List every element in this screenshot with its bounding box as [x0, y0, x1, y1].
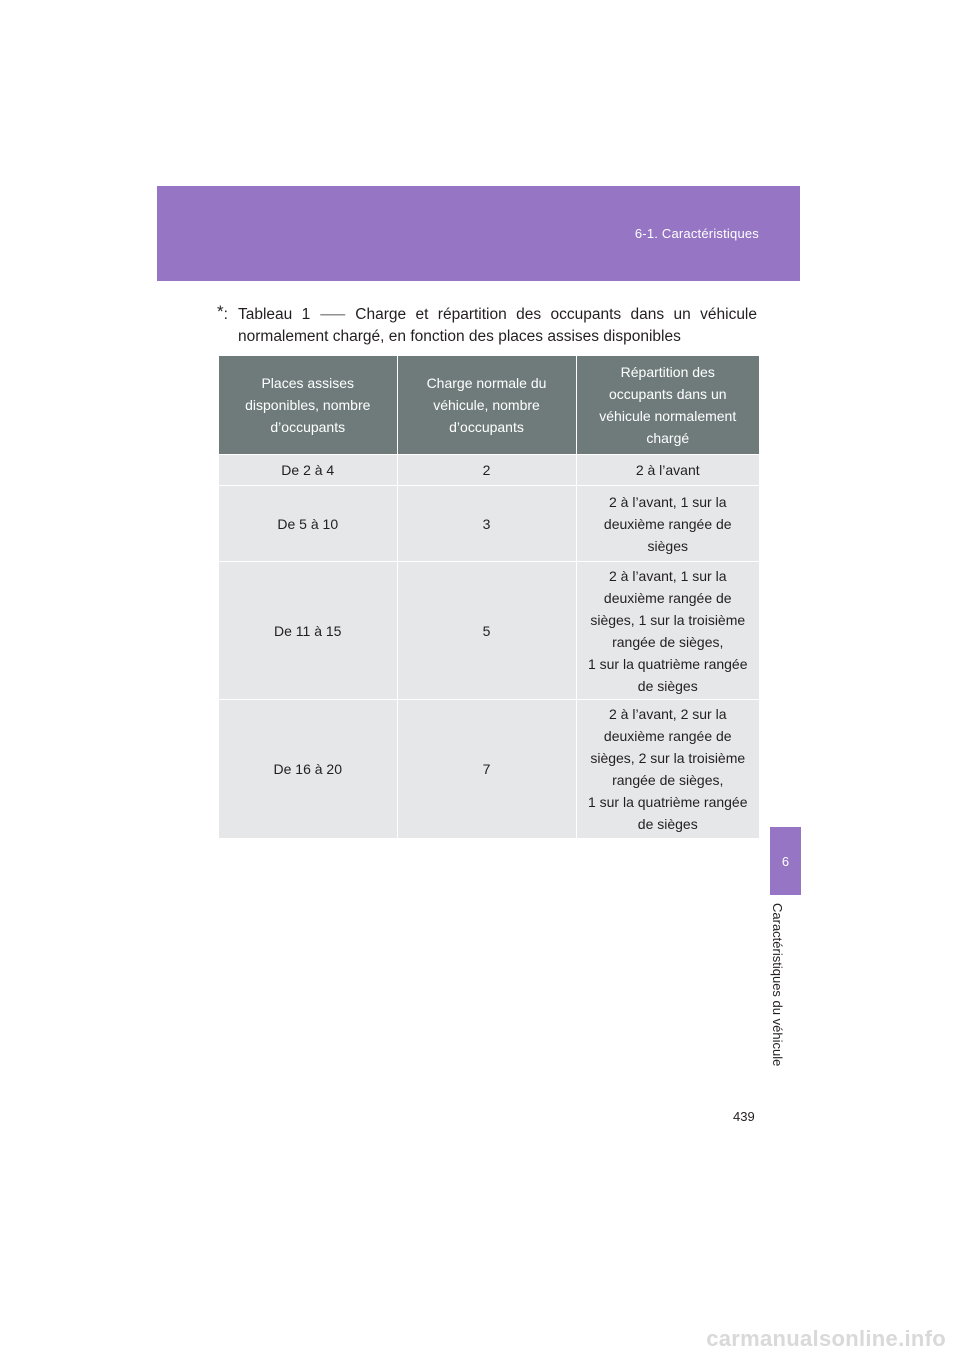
header-band: [157, 186, 800, 281]
section-title: 6-1. Caractéristiques: [634, 226, 759, 241]
header-cell: Charge normale du véhicule, nombre d’occupants: [397, 356, 576, 455]
table-cell: De 16 à 20: [219, 700, 397, 838]
chapter-number: 6: [781, 853, 790, 869]
chapter-title: Caractéristiques du véhicule: [770, 903, 785, 1067]
table-cell: 2: [397, 455, 576, 486]
table-cell: 2 à l’avant, 1 sur la deuxième rangée de sièges: [576, 486, 759, 562]
table-header-row: [219, 356, 759, 455]
table-cell: 3: [397, 486, 576, 562]
watermark-link[interactable]: carmanualsonline.info: [706, 1326, 946, 1351]
table-row: [219, 700, 759, 838]
table-row: [219, 486, 759, 562]
table-cell: De 11 à 15: [219, 562, 397, 700]
footnote-marker: *:: [217, 302, 228, 323]
footnote-text: Tableau 1 ⸺ Charge et répartition des occupants dans un véhicule normalement chargé, en fonction des places assises disponibles: [238, 306, 757, 345]
chapter-tab[interactable]: [770, 827, 801, 895]
footnote: [217, 304, 757, 348]
table-cell: De 5 à 10: [219, 486, 397, 562]
header-cell: Répartition des occupants dans un véhicule normalement chargé: [576, 356, 759, 455]
table-cell: 5: [397, 562, 576, 700]
page-number: 439: [733, 1109, 755, 1124]
table-cell: De 2 à 4: [219, 455, 397, 486]
table-cell: 2 à l’avant, 1 sur la deuxième rangée de sièges, 1 sur la troisième rangée de sièges, 1 sur la quatrième rangée de sièges: [576, 562, 759, 700]
table-row: [219, 562, 759, 700]
occupant-load-table: [219, 356, 759, 838]
table-cell: 2 à l’avant, 2 sur la deuxième rangée de sièges, 2 sur la troisième rangée de sièges, 1 sur la quatrième rangée de sièges: [576, 700, 759, 838]
table-cell: 2 à l’avant: [576, 455, 759, 486]
header-cell: Places assises disponibles, nombre d’occupants: [219, 356, 397, 455]
table-row: [219, 455, 759, 486]
table-cell: 7: [397, 700, 576, 838]
